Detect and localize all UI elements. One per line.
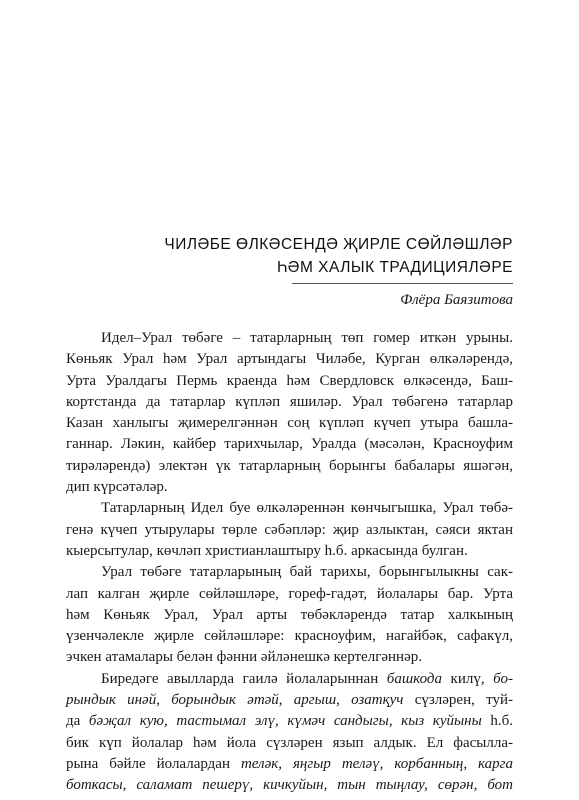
title-line-2: ҺӘМ ХАЛЫК ТРАДИЦИЯЛӘРЕ xyxy=(276,259,513,276)
text-line xyxy=(66,584,513,605)
text-run: генә күчеп утырулары төрле сәбәпләр: җир азлыктан, сәяси яктан xyxy=(66,521,513,538)
italic-term: теләк, яңгыр теләү, корбанның, карга xyxy=(240,755,514,772)
article-title xyxy=(164,233,513,279)
text-line xyxy=(66,626,513,647)
text-run: да xyxy=(66,713,89,730)
text-run: Көньяк Урал һәм Урал артындагы Чиләбе, Курган өлкәләрендә, xyxy=(66,351,513,368)
text-line xyxy=(66,413,513,434)
text-run: кыерсытулар, көчләп христианлаштыру һ.б. аркасында булган. xyxy=(66,542,468,559)
italic-term: рындык инәй, борындык әтәй, аргыш, озатқуч xyxy=(66,692,404,709)
text-run: һәм Көньяк Урал, Урал арты төбәкләрендә татар халкының xyxy=(66,606,513,623)
text-run: үзенчәлекле җирле сөйләшләре: красноуфим, нагайбәк, сафакүл, xyxy=(66,628,513,645)
text-run: тирәләрендә) электән үк татарларның борынгы бабалары яшәгән, xyxy=(66,457,513,474)
text-run: кортстанда да татарлар күпләп яшиләр. Урал төбәгенә татарлар xyxy=(66,393,513,410)
text-run: Идел–Урал төбәге – татарларның төп гомер иткән урыны. xyxy=(101,330,513,346)
text-line xyxy=(66,647,513,668)
italic-term: башкода xyxy=(386,670,442,687)
text-line xyxy=(66,477,513,498)
text-run: Татарларның Идел буе өлкәләреннән көнчыгышка, Урал төбә- xyxy=(101,500,513,517)
text-line xyxy=(66,392,513,413)
text-run: сүзләрен, туй- xyxy=(403,692,513,709)
text-line xyxy=(66,690,513,711)
text-line xyxy=(66,711,513,732)
text-line xyxy=(66,775,513,796)
text-run: Урта Уралдагы Пермь краенда һәм Свердловск өлкәсендә, Баш- xyxy=(66,372,513,389)
text-line xyxy=(66,434,513,455)
text-line xyxy=(66,733,513,754)
text-line xyxy=(66,520,513,541)
italic-term: бәҗал кую, тастымал элү, күмәч сандыгы, кыз куйыны xyxy=(88,713,482,730)
text-line xyxy=(66,371,513,392)
text-run: бик күп йолалар һәм йола сүзләрен язып алдык. Ел фасылла- xyxy=(66,734,513,751)
text-line xyxy=(66,541,513,562)
author-name: Флёра Баязитова xyxy=(400,292,513,308)
text-run: Урал төбәге татарларының бай тарихы, борынгылыкны сак- xyxy=(101,564,513,581)
text-line xyxy=(66,754,513,775)
text-run: рына бәйле йолалардан xyxy=(66,755,241,772)
text-line xyxy=(66,498,513,519)
text-run: лап калган җирле сөйләшләре, гореф-гадәт, йолалары бар. Урта xyxy=(66,585,513,602)
text-run: дип күрсәтәләр. xyxy=(66,479,168,496)
italic-term: бо- xyxy=(493,670,513,687)
text-run: эчкен атамалары белән фәнни әйләнешкә кертелгәннәр. xyxy=(66,649,422,666)
text-line xyxy=(66,456,513,477)
title-line-1: ЧИЛӘБЕ ӨЛКӘСЕНДӘ ҖИРЛЕ СӨЙЛӘШЛӘР xyxy=(164,236,513,253)
text-line xyxy=(66,349,513,370)
text-line xyxy=(66,562,513,583)
text-line xyxy=(66,669,513,690)
text-line xyxy=(66,605,513,626)
text-run: ганнар. Ләкин, кайбер тарихчылар, Уралда (мәсәлән, Красноуфим xyxy=(66,436,513,453)
text-run: килү, xyxy=(442,670,494,687)
text-line xyxy=(66,328,513,349)
title-divider xyxy=(292,283,513,284)
text-run: Казан ханлыгы җимерелгәннән соң күпләп күчеп утыра башла- xyxy=(66,415,513,432)
italic-term: боткасы, саламат пешерү, кичкуйын, тын тыңлау, сөрән, бот xyxy=(66,777,513,794)
article-body xyxy=(66,328,513,797)
text-run: Биредәге авылларда гаилә йолаларыннан xyxy=(101,670,387,687)
text-run: һ.б. xyxy=(481,713,513,730)
